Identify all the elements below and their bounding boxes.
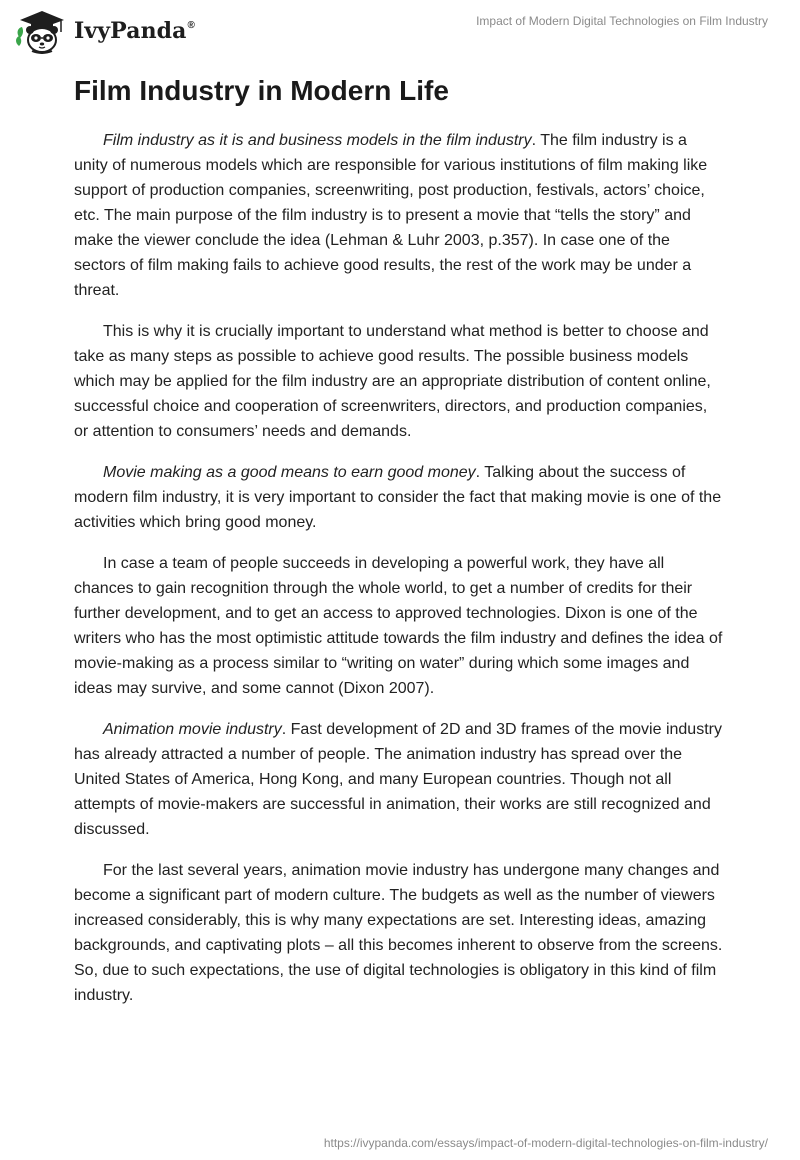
paragraph-2-text: This is why it is crucially important to understand what method is better to choose and take as many steps as possible to achieve good results. The possible business models which may be applied for the film industry are an appropriate distribution of content online, successful choice and cooperation of screenwriters, directors, and production companies, or attention to consumers’ needs and demands. [74,323,711,440]
paragraph-4-text: In case a team of people succeeds in developing a powerful work, they have all chances to gain recognition through the whole world, to get a number of credits for their further development, and to get an access to approved technologies. Dixon is one of the writers who has the most optimistic attitude towards the film industry and defines the idea of movie-making as a process similar to “writing on water” during which some images and ideas may survive, and some cannot (Dixon 2007). [74,555,723,697]
paragraph-3-lead: Movie making as a good means to earn good money [103,464,476,481]
paragraph-1-lead: Film industry as it is and business models in the film industry [103,132,532,149]
document-title: Impact of Modern Digital Technologies on Film Industry [476,14,768,28]
paragraph-1 [74,128,724,303]
logo-wordmark: IvyPanda® [74,18,195,44]
paragraph-6 [74,858,724,1008]
paragraph-2 [74,319,724,444]
paragraph-4 [74,551,724,701]
paragraph-5 [74,717,724,842]
paragraph-6-text: For the last several years, animation movie industry has undergone many changes and become a significant part of modern culture. The budgets as well as the number of viewers increased considerably, this is why many expectations are set. Interesting ideas, amazing backgrounds, and captivating plots – all this becomes inherent to observe from the screens. So, due to such expectations, the use of digital technologies is obligatory in this kind of film industry. [74,862,723,1004]
paragraph-3-text: . Talking about the success of modern film industry, it is very important to consider the fact that making movie is one of the activities which bring good money. [74,464,722,531]
paragraph-1-text: . The film industry is a unity of numerous models which are responsible for various institutions of film making like support of production companies, screenwriting, post production, festivals, actors’ choice, etc. The main purpose of the film industry is to present a movie that “tells the story” and make the viewer conclude the idea (Lehman & Luhr 2003, p.357). In case one of the sectors of film making fails to achieve good results, the rest of the work may be under a threat. [74,132,708,299]
panda-graduate-icon [14,8,70,54]
page-title: Film Industry in Modern Life [74,75,449,106]
registered-mark: ® [187,19,195,31]
source-url[interactable]: https://ivypanda.com/essays/impact-of-modern-digital-technologies-on-film-industry/ [323,1136,768,1150]
essay-content [74,72,724,1024]
page-header [0,0,800,60]
paragraph-5-lead: Animation movie industry [103,721,282,738]
paragraph-3 [74,460,724,535]
paragraph-5-text: . Fast development of 2D and 3D frames of the movie industry has already attracted a number of people. The animation industry has spread over the United States of America, Hong Kong, and many European countries. Though not all attempts of movie-makers are successful in animation, their works are still recognized and discussed. [74,721,722,838]
ivypanda-logo[interactable] [14,8,195,54]
